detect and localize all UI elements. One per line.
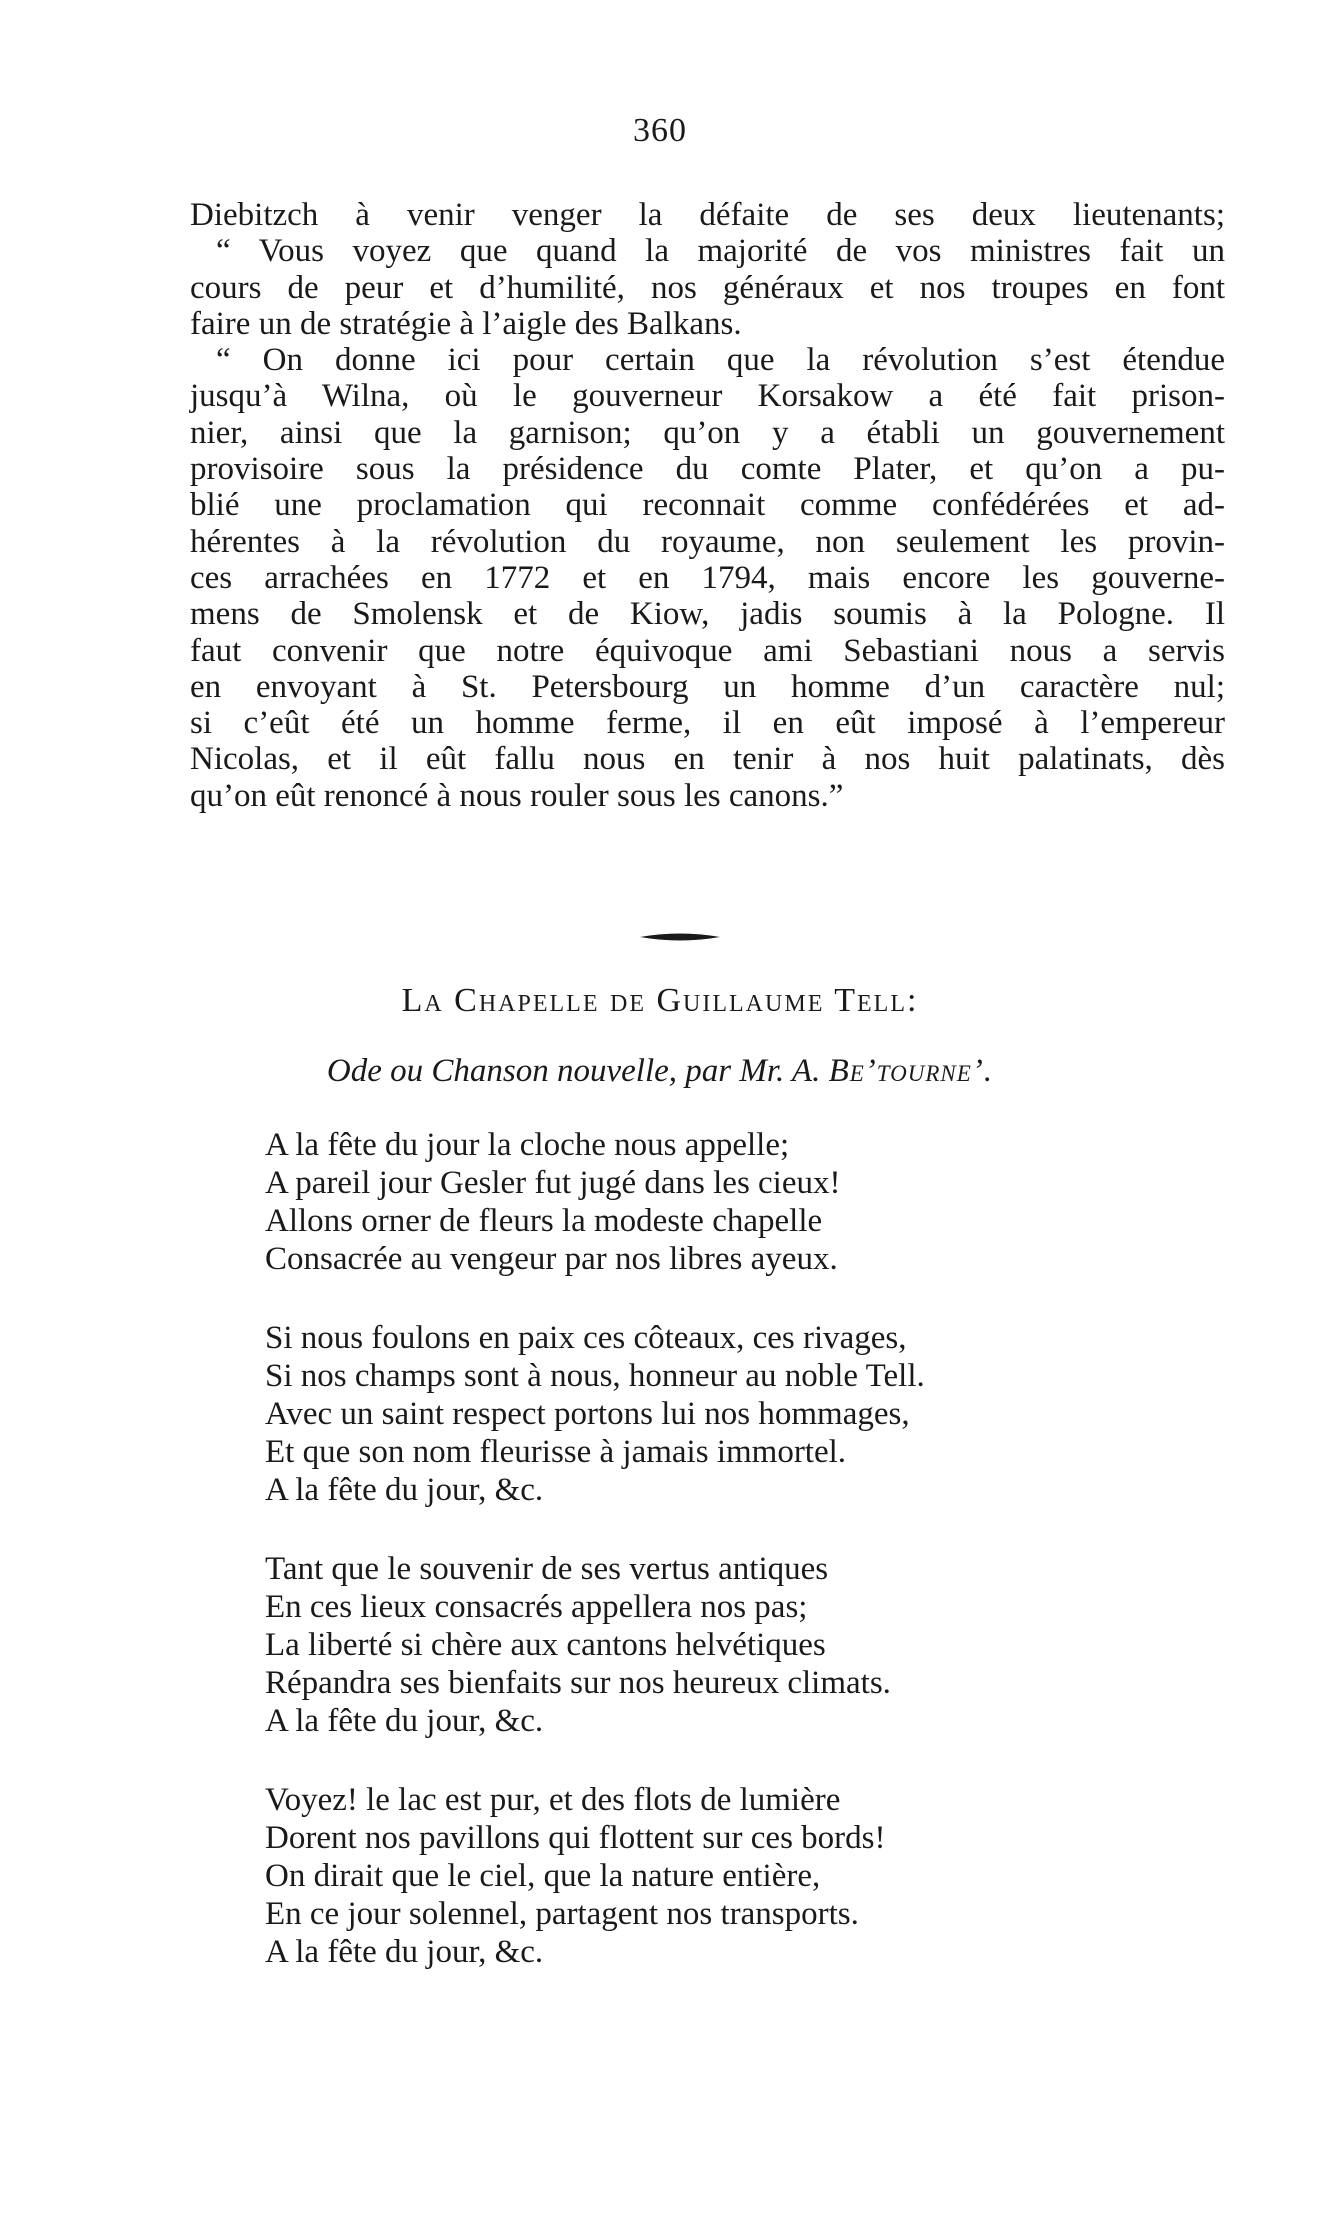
verse-line: En ces lieux consacrés appellera nos pas; xyxy=(265,1589,808,1625)
verse-line: Allons orner de fleurs la modeste chapelle xyxy=(265,1203,823,1239)
verse-line: La liberté si chère aux cantons helvétiques xyxy=(265,1627,826,1663)
stanza xyxy=(265,1550,1165,1740)
stanza xyxy=(265,1319,1165,1509)
verse-line: Tant que le souvenir de ses vertus antiques xyxy=(265,1551,829,1587)
verse-line: Consacrée au vengeur par nos libres ayeux. xyxy=(265,1241,838,1277)
prose-line: nier, ainsi que la garnison; qu’on y a établi un gouvernement xyxy=(190,414,1225,451)
prose-line: faire un de stratégie à l’aigle des Balkans. xyxy=(190,305,742,342)
prose-line: mens de Smolensk et de Kiow, jadis soumis à la Pologne. Il xyxy=(190,596,1225,633)
verse-line: Si nous foulons en paix ces côteaux, ces rivages, xyxy=(265,1320,907,1356)
verse-line: Si nos champs sont à nous, honneur au noble Tell. xyxy=(265,1358,925,1394)
verse-line: A la fête du jour la cloche nous appelle; xyxy=(265,1127,790,1163)
poem xyxy=(265,1126,1165,2012)
prose-line: Diebitzch à venir venger la défaite de ses deux lieutenants; xyxy=(190,197,1225,233)
verse-line: Voyez! le lac est pur, et des flots de lumière xyxy=(265,1782,841,1818)
prose-line: jusqu’à Wilna, où le gouverneur Korsakow a été fait prison- xyxy=(190,378,1225,415)
subtitle-text: Ode ou Chanson nouvelle, par Mr. A. xyxy=(326,1053,829,1089)
prose-body xyxy=(190,197,1225,814)
verse-line: A la fête du jour, &c. xyxy=(265,1472,544,1508)
prose-line: provisoire sous la présidence du comte Plater, et qu’on a pu- xyxy=(190,451,1225,488)
verse-line: A pareil jour Gesler fut jugé dans les cieux! xyxy=(265,1165,841,1201)
verse-line: Avec un saint respect portons lui nos hommages, xyxy=(265,1396,910,1432)
prose-line: ces arrachées en 1772 et en 1794, mais encore les gouverne- xyxy=(190,559,1225,596)
prose-line: “ On donne ici pour certain que la révolution s’est étendue xyxy=(216,342,1225,379)
verse-line: Dorent nos pavillons qui flottent sur ces bords! xyxy=(265,1820,886,1856)
song-subtitle xyxy=(0,1053,1320,1090)
verse-line: En ce jour solennel, partagent nos transports. xyxy=(265,1896,859,1932)
prose-line: “ Vous voyez que quand la majorité de vos ministres fait un xyxy=(216,233,1225,270)
prose-line: blié une proclamation qui reconnait comme confédérées et ad- xyxy=(190,487,1225,524)
prose-line: hérentes à la révolution du royaume, non seulement les provin- xyxy=(190,523,1225,560)
stanza xyxy=(265,1126,1165,1278)
author-name: Be’tourne’. xyxy=(828,1053,994,1089)
verse-line: A la fête du jour, &c. xyxy=(265,1934,544,1970)
page-number: 360 xyxy=(633,112,687,149)
section-divider-ornament xyxy=(640,930,720,944)
verse-line: On dirait que le ciel, que la nature entière, xyxy=(265,1858,821,1894)
prose-line: en envoyant à St. Petersbourg un homme d’un caractère nul; xyxy=(190,668,1225,705)
song-title: La Chapelle de Guillaume Tell: xyxy=(401,982,919,1019)
prose-line: Nicolas, et il eût fallu nous en tenir à nos huit palatinats, dès xyxy=(190,741,1225,778)
prose-line: cours de peur et d’humilité, nos généraux et nos troupes en font xyxy=(190,269,1225,306)
stanza xyxy=(265,1781,1165,1971)
verse-line: Répandra ses bienfaits sur nos heureux climats. xyxy=(265,1665,891,1701)
prose-line: si c’eût été un homme ferme, il en eût imposé à l’empereur xyxy=(190,705,1225,742)
prose-line: faut convenir que notre équivoque ami Sebastiani nous a servis xyxy=(190,632,1225,669)
verse-line: Et que son nom fleurisse à jamais immortel. xyxy=(265,1434,847,1470)
prose-line: qu’on eût renoncé à nous rouler sous les canons.” xyxy=(190,777,844,814)
verse-line: A la fête du jour, &c. xyxy=(265,1703,544,1739)
